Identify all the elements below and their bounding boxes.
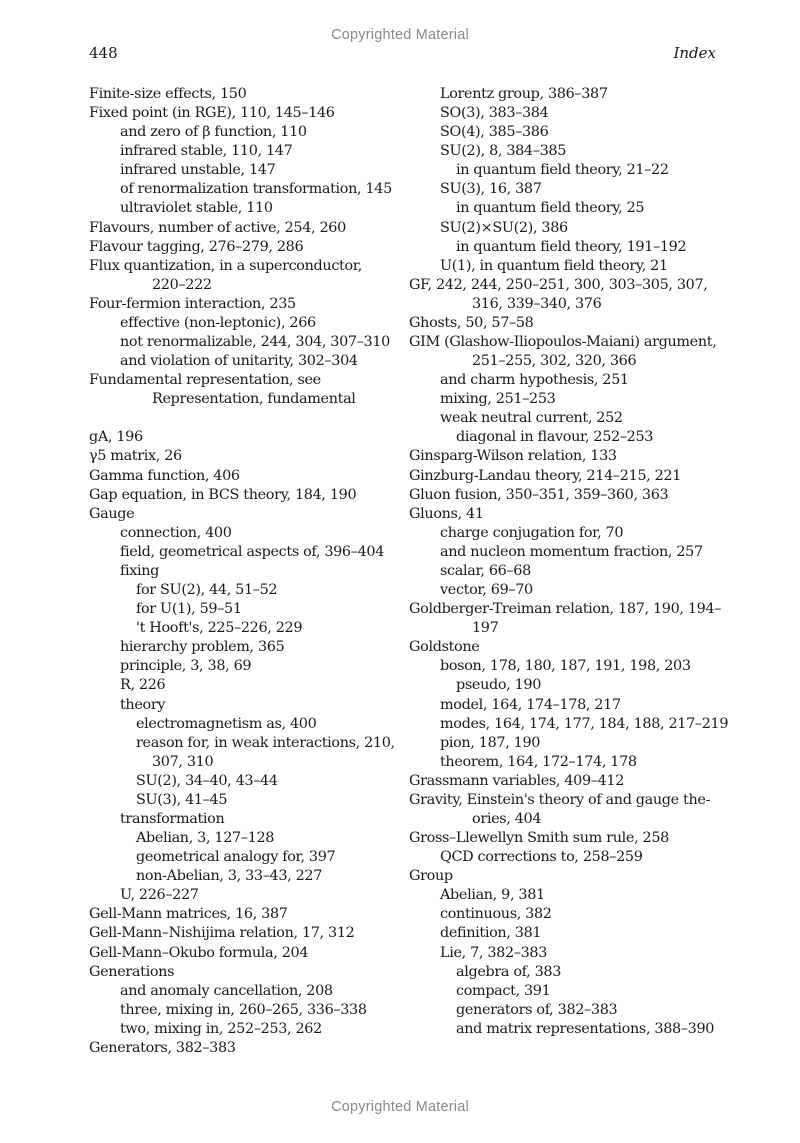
watermark-bottom: Copyrighted Material (331, 1099, 469, 1115)
index-subentry: U, 226–227 (120, 887, 199, 904)
index-subentry: and charm hypothesis, 251 (440, 372, 629, 389)
index-subentry: hierarchy problem, 365 (120, 639, 285, 656)
index-spacer (89, 409, 407, 428)
index-entry: Fixed point (in RGE), 110, 145–146 (89, 105, 335, 122)
index-subentry: non-Abelian, 3, 33–43, 227 (136, 868, 323, 885)
index-entry: γ5 matrix, 26 (89, 448, 182, 465)
index-subentry: compact, 391 (456, 982, 551, 999)
index-subentry: in quantum field theory, 25 (456, 200, 645, 217)
index-subentry: diagonal in flavour, 252–253 (456, 429, 654, 446)
index-subentry: scalar, 66–68 (440, 562, 531, 579)
index-subentry: for SU(2), 44, 51–52 (136, 582, 278, 599)
index-entry: Group (409, 868, 453, 885)
index-subentry: infrared stable, 110, 147 (120, 143, 293, 160)
index-entry: Generations (89, 963, 175, 980)
index-subentry: model, 164, 174–178, 217 (440, 696, 621, 713)
index-subentry: three, mixing in, 260–265, 336–338 (120, 1001, 367, 1018)
index-subentry: Abelian, 9, 381 (440, 887, 545, 904)
index-entry: Gluons, 41 (409, 505, 484, 522)
index-entry: Flavour tagging, 276–279, 286 (89, 238, 304, 255)
index-subentry: SU(2)×SU(2), 386 (440, 219, 568, 236)
index-entry: Four-fermion interaction, 235 (89, 295, 296, 312)
index-subentry: field, geometrical aspects of, 396–404 (120, 543, 384, 560)
index-subentry: Representation, fundamental (152, 391, 356, 408)
index-subentry: theory (120, 696, 166, 713)
index-column-right (409, 85, 727, 1039)
index-entry: Gluon fusion, 350–351, 359–360, 363 (409, 486, 669, 503)
index-entry: Gell-Mann–Nishijima relation, 17, 312 (89, 925, 355, 942)
index-entry: GF, 242, 244, 250–251, 300, 303–305, 307, (409, 276, 708, 293)
index-subentry: in quantum field theory, 21–22 (456, 162, 669, 179)
index-entry: Ginsparg-Wilson relation, 133 (409, 448, 617, 465)
index-subentry: 220–222 (152, 276, 212, 293)
index-entry: Fundamental representation, see (89, 372, 321, 389)
index-subentry: pion, 187, 190 (440, 734, 541, 751)
index-subentry: algebra of, 383 (456, 963, 561, 980)
index-subentry: and zero of β function, 110 (120, 124, 307, 141)
index-subentry: electromagnetism as, 400 (136, 715, 317, 732)
index-subentry: two, mixing in, 252–253, 262 (120, 1020, 322, 1037)
index-entry: Gamma function, 406 (89, 467, 240, 484)
index-subentry: 316, 339–340, 376 (472, 295, 602, 312)
index-subentry: 197 (472, 620, 499, 637)
index-subentry: weak neutral current, 252 (440, 410, 623, 427)
index-subentry: and anomaly cancellation, 208 (120, 982, 333, 999)
index-subentry: mixing, 251–253 (440, 391, 556, 408)
index-entry: GIM (Glashow-Iliopoulos-Maiani) argument, (409, 334, 717, 351)
index-subentry: Abelian, 3, 127–128 (136, 830, 275, 847)
index-subentry: infrared unstable, 147 (120, 162, 276, 179)
index-subentry: vector, 69–70 (440, 582, 533, 599)
index-subentry: modes, 164, 174, 177, 184, 188, 217–219 (440, 715, 729, 732)
index-subentry: ories, 404 (472, 810, 542, 827)
index-entry: Ghosts, 50, 57–58 (409, 314, 534, 331)
index-subentry: in quantum field theory, 191–192 (456, 238, 687, 255)
index-subentry: geometrical analogy for, 397 (136, 849, 336, 866)
page-number: 448 (89, 44, 118, 62)
index-entry: Gell-Mann–Okubo formula, 204 (89, 944, 309, 961)
index-subentry: R, 226 (120, 677, 166, 694)
index-subentry: for U(1), 59–51 (136, 601, 242, 618)
index-subentry: theorem, 164, 172–174, 178 (440, 753, 637, 770)
index-subentry: and matrix representations, 388–390 (456, 1020, 715, 1037)
index-entry: Goldstone (409, 639, 480, 656)
index-subentry: charge conjugation for, 70 (440, 524, 624, 541)
index-entry: Gauge (89, 505, 135, 522)
index-subentry: fixing (120, 562, 160, 579)
index-subentry: ultraviolet stable, 110 (120, 200, 273, 217)
index-subentry: 307, 310 (152, 753, 214, 770)
index-entry: Generators, 382–383 (89, 1039, 236, 1056)
index-subentry: Lorentz group, 386–387 (440, 86, 608, 102)
index-entry: Goldberger-Treiman relation, 187, 190, 194– (409, 601, 722, 618)
index-subentry: transformation (120, 810, 225, 827)
index-subentry: continuous, 382 (440, 906, 552, 923)
index-entry: Gross–Llewellyn Smith sum rule, 258 (409, 830, 669, 847)
index-entry: Finite-size effects, 150 (89, 86, 247, 102)
index-subentry: U(1), in quantum field theory, 21 (440, 257, 668, 274)
index-subentry: principle, 3, 38, 69 (120, 658, 252, 675)
index-subentry: effective (non-leptonic), 266 (120, 314, 316, 331)
index-subentry: of renormalization transformation, 145 (120, 181, 392, 198)
index-subentry: Lie, 7, 382–383 (440, 944, 548, 961)
index-subentry: 't Hooft's, 225–226, 229 (136, 620, 303, 637)
index-subentry: SU(2), 34–40, 43–44 (136, 772, 278, 789)
index-subentry: 251–255, 302, 320, 366 (472, 353, 637, 370)
index-entry: Gravity, Einstein's theory of and gauge the- (409, 791, 711, 808)
index-subentry: pseudo, 190 (456, 677, 542, 694)
index-subentry: SU(2), 8, 384–385 (440, 143, 567, 160)
index-subentry: SO(4), 385–386 (440, 124, 549, 141)
index-subentry: and nucleon momentum fraction, 257 (440, 543, 703, 560)
index-entry: Flavours, number of active, 254, 260 (89, 219, 346, 236)
index-subentry: SU(3), 16, 387 (440, 181, 542, 198)
index-subentry: QCD corrections to, 258–259 (440, 849, 643, 866)
index-subentry: definition, 381 (440, 925, 542, 942)
index-column-left (89, 85, 407, 1058)
index-subentry: SU(3), 41–45 (136, 791, 228, 808)
index-subentry: connection, 400 (120, 524, 232, 541)
index-entry: Gap equation, in BCS theory, 184, 190 (89, 486, 357, 503)
index-subentry: reason for, in weak interactions, 210, (136, 734, 395, 751)
index-entry: gA, 196 (89, 429, 143, 446)
watermark-top: Copyrighted Material (331, 27, 469, 43)
index-subentry: SO(3), 383–384 (440, 105, 549, 122)
index-entry: Ginzburg-Landau theory, 214–215, 221 (409, 467, 682, 484)
running-head: Index (673, 44, 716, 62)
index-subentry: and violation of unitarity, 302–304 (120, 353, 358, 370)
index-entry: Grassmann variables, 409–412 (409, 772, 625, 789)
index-subentry: not renormalizable, 244, 304, 307–310 (120, 334, 390, 351)
index-subentry: boson, 178, 180, 187, 191, 198, 203 (440, 658, 691, 675)
index-subentry: generators of, 382–383 (456, 1001, 618, 1018)
index-entry: Gell-Mann matrices, 16, 387 (89, 906, 288, 923)
index-entry: Flux quantization, in a superconductor, (89, 257, 362, 274)
